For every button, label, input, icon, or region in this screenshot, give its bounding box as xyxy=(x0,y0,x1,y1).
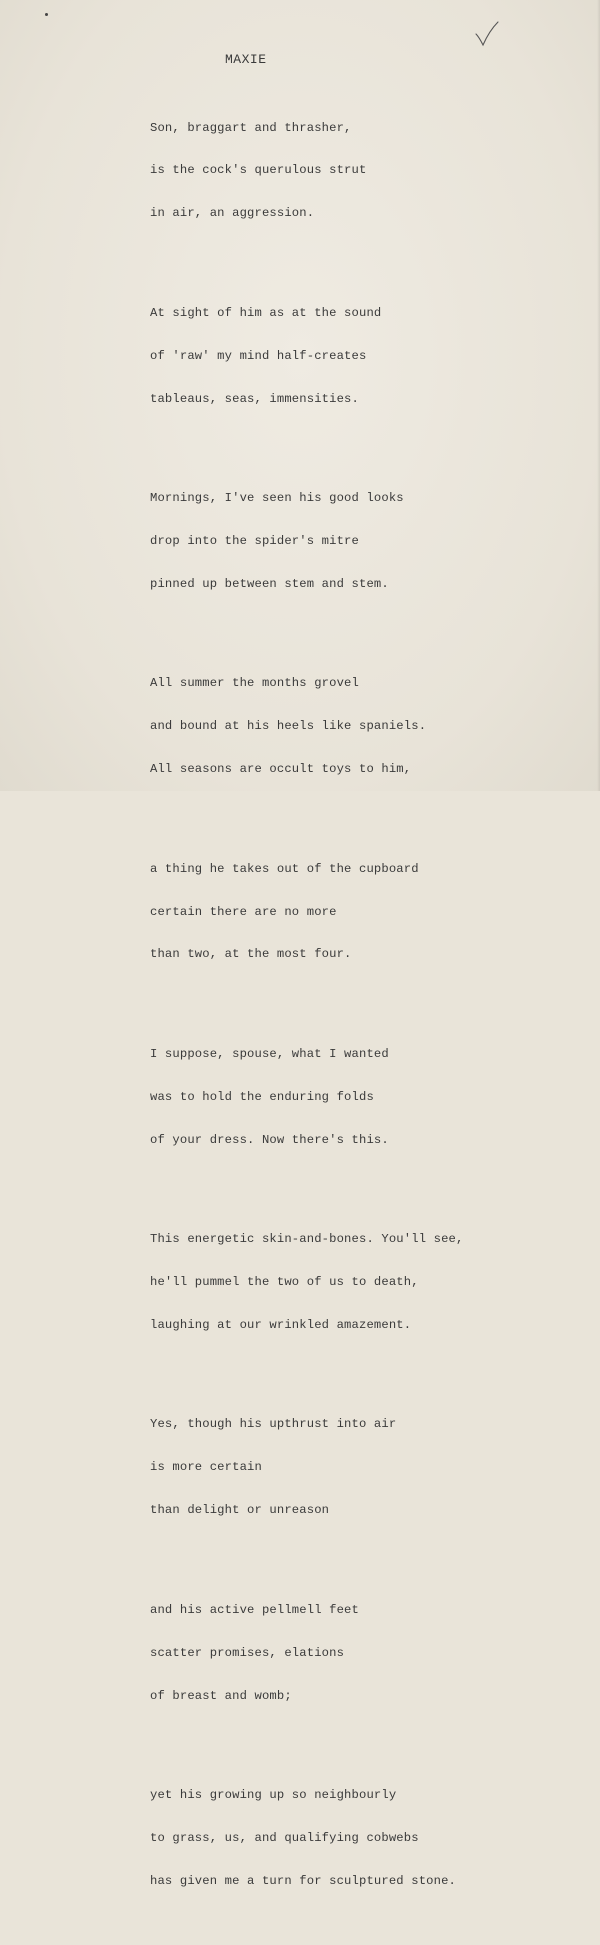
poem-line: yet his growing up so neighbourly xyxy=(150,1787,397,1802)
poem-line: in air, an aggression. xyxy=(150,206,315,221)
poem-line: has given me a turn for sculptured stone. xyxy=(150,1873,457,1888)
poem-line: a thing he takes out of the cupboard xyxy=(150,861,419,876)
poem-line: than two, at the most four. xyxy=(150,947,352,962)
stanza-9 xyxy=(150,1574,463,1731)
poem-line: and his active pellmell feet xyxy=(150,1602,359,1617)
poem-line: is the cock's querulous strut xyxy=(150,163,367,178)
poem-line: of breast and womb; xyxy=(150,1688,292,1703)
poem-line: drop into the spider's mitre xyxy=(150,534,359,549)
stanza-8 xyxy=(150,1389,463,1546)
poem-line: Mornings, I've seen his good looks xyxy=(150,491,404,506)
poem-line: tableaus, seas, immensities. xyxy=(150,391,359,406)
stanza-4 xyxy=(150,648,463,805)
poem-line: Son, braggart and thrasher, xyxy=(150,120,352,135)
poem-line: This energetic skin-and-bones. You'll see, xyxy=(150,1232,464,1247)
poem-line: of 'raw' my mind half-creates xyxy=(150,348,367,363)
poem-line: pinned up between stem and stem. xyxy=(150,576,389,591)
poem-line: All seasons are occult toys to him, xyxy=(150,762,412,777)
stanza-6 xyxy=(150,1018,463,1175)
poem-line: All summer the months grovel xyxy=(150,676,359,691)
stanza-1 xyxy=(150,92,463,249)
poem-line: he'll pummel the two of us to death, xyxy=(150,1275,419,1290)
poem-line: was to hold the enduring folds xyxy=(150,1089,374,1104)
poem-line: to grass, us, and qualifying cobwebs xyxy=(150,1830,419,1845)
dot-mark xyxy=(45,13,48,16)
stanza-5 xyxy=(150,833,463,990)
poem-line: of your dress. Now there's this. xyxy=(150,1132,389,1147)
stanza-10 xyxy=(150,1759,463,1916)
stanza-2 xyxy=(150,277,463,434)
poem-title: MAXIE xyxy=(225,52,267,67)
poem-line: At sight of him as at the sound xyxy=(150,305,382,320)
poem-line: laughing at our wrinkled amazement. xyxy=(150,1317,412,1332)
check-icon xyxy=(474,20,500,48)
poem-line: is more certain xyxy=(150,1460,262,1475)
poem-line: Yes, though his upthrust into air xyxy=(150,1417,397,1432)
poem-line: and bound at his heels like spaniels. xyxy=(150,719,427,734)
poem-line: certain there are no more xyxy=(150,904,337,919)
poem-line: than delight or unreason xyxy=(150,1503,330,1518)
poem-line: I suppose, spouse, what I wanted xyxy=(150,1046,389,1061)
stanza-3 xyxy=(150,463,463,620)
poem-body xyxy=(150,92,463,1945)
poem-line: scatter promises, elations xyxy=(150,1645,345,1660)
stanza-7 xyxy=(150,1204,463,1361)
